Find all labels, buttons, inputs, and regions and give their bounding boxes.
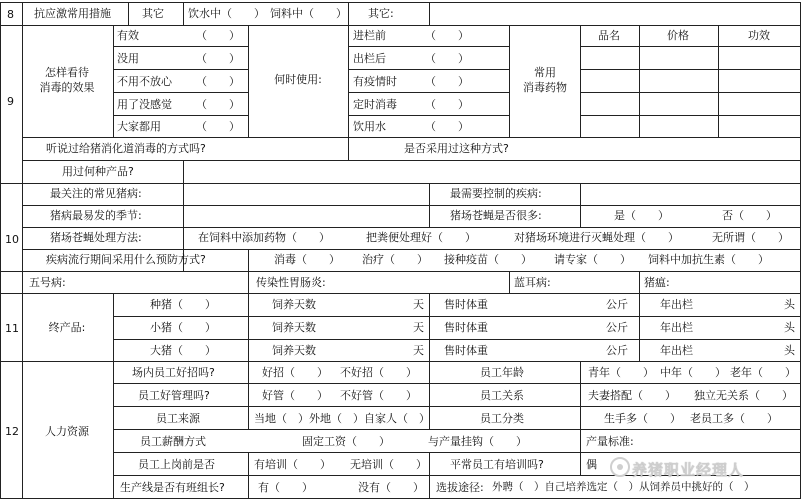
concern-disease-label: 最关注的常见猪病: (50, 187, 142, 200)
salary-label: 员工薪酬方式 (140, 435, 206, 448)
flies-yes-option[interactable]: 是（ ） (614, 209, 669, 222)
training-option[interactable]: 有培训（ ） (254, 458, 331, 471)
salary-option[interactable]: 固定工资（ ） (302, 435, 390, 448)
employee-relation-label: 员工关系 (480, 389, 524, 402)
hr-label: 人力资源 (45, 425, 89, 438)
prevent-option[interactable]: 饲料中加抗生素（ ） (648, 253, 769, 266)
training-question: 员工上岗前是否 (138, 458, 215, 471)
when-use-label: 何时使用: (274, 73, 322, 86)
yearly-output-label: 年出栏 (660, 344, 693, 357)
prevent-option[interactable]: 请专家（ ） (554, 253, 631, 266)
row8-other-label: 其它 (142, 7, 164, 20)
wechat-logo-icon (610, 457, 630, 477)
common-drugs-line1: 常用 (534, 66, 556, 79)
column-header-effect: 功效 (748, 29, 770, 42)
source-options[interactable]: 当地（ ）外地（ ）自家人（ ） (254, 412, 430, 425)
effect-checkbox[interactable]: （ ） (196, 52, 240, 65)
row-number: 9 (7, 95, 14, 108)
selection-options[interactable]: 外聘（ ）自己培养选定（ ）从饲养员中挑好的（ ） (492, 481, 755, 493)
row8-title: 抗应激常用措施 (34, 7, 111, 20)
team-leader-option[interactable]: 有（ ） (258, 481, 313, 494)
time-option-label: 进栏前 (353, 29, 386, 42)
relation-option[interactable]: 独立无关系（ ） (694, 389, 793, 402)
column-header-name: 品名 (598, 29, 620, 42)
employee-source-label: 员工来源 (156, 412, 200, 425)
effect-question-line2: 消毒的效果 (39, 81, 95, 94)
employee-category-label: 员工分类 (480, 412, 524, 425)
effect-option-label: 用了没感觉 (117, 98, 172, 111)
effect-checkbox[interactable]: （ ） (196, 98, 240, 111)
effect-option-label: 不用不放心 (117, 75, 172, 88)
sale-weight-label: 售时体重 (444, 298, 488, 311)
time-checkbox[interactable]: （ ） (425, 52, 469, 65)
fly-method-option[interactable]: 把粪便处理好（ ） (366, 231, 476, 244)
kg-unit: 公斤 (606, 298, 628, 311)
raising-days-label: 饲养天数 (272, 344, 316, 357)
effect-checkbox[interactable]: （ ） (196, 120, 240, 133)
flies-many-label: 猪场苍蝇是否很多: (450, 209, 542, 222)
disease-csf-label: 猪瘟: (644, 276, 670, 289)
time-option-label: 饮用水 (353, 120, 386, 133)
yearly-output-label: 年出栏 (660, 298, 693, 311)
hire-option[interactable]: 好招（ ） (262, 366, 328, 379)
time-checkbox[interactable]: （ ） (425, 120, 469, 133)
row-number: 10 (5, 233, 19, 246)
sale-weight-label: 售时体重 (444, 321, 488, 334)
yearly-output-label: 年出栏 (660, 321, 693, 334)
day-unit: 天 (413, 344, 424, 357)
flies-no-option[interactable]: 否（ ） (722, 209, 777, 222)
control-disease-label: 最需要控制的疾病: (450, 187, 542, 200)
manage-option[interactable]: 不好管（ ） (340, 389, 417, 402)
heard-question: 听说过给猪消化道消毒的方式吗? (46, 142, 206, 155)
day-unit: 天 (413, 298, 424, 311)
head-unit: 头 (784, 344, 795, 357)
training-option[interactable]: 无培训（ ） (350, 458, 427, 471)
row-number: 12 (5, 425, 19, 438)
pig-type-option[interactable]: 种猪（ ） (150, 298, 216, 311)
category-option[interactable]: 生手多（ ） (604, 412, 681, 425)
category-option[interactable]: 老员工多（ ） (690, 412, 778, 425)
prevent-option[interactable]: 接种疫苗（ ） (444, 253, 532, 266)
employee-age-label: 员工年龄 (480, 366, 524, 379)
effect-option-label: 大家都用 (117, 120, 161, 133)
fly-method-option[interactable]: 在饲料中添加药物（ ） (198, 231, 330, 244)
fly-method-label: 猪场苍蝇处理方法: (50, 231, 142, 244)
effect-question-line1: 怎样看待 (45, 66, 89, 79)
effect-option-label: 没用 (117, 52, 139, 65)
prevent-option[interactable]: 消毒（ ） (274, 253, 340, 266)
time-option-label: 定时消毒 (353, 98, 397, 111)
kg-unit: 公斤 (606, 321, 628, 334)
relation-option[interactable]: 夫妻搭配（ ） (588, 389, 676, 402)
row8-feed-option[interactable]: 饲料中（ ） (270, 7, 347, 20)
prevent-option[interactable]: 治疗（ ） (362, 253, 428, 266)
disease-fmd-label: 五号病: (29, 276, 66, 289)
kg-unit: 公斤 (606, 344, 628, 357)
time-checkbox[interactable]: （ ） (425, 98, 469, 111)
team-leader-question: 生产线是否有班组长? (120, 481, 225, 494)
disease-prrs-label: 蓝耳病: (514, 276, 551, 289)
salary-option[interactable]: 与产量挂钩（ ） (428, 435, 527, 448)
selection-label: 选拔途径: (436, 481, 484, 494)
head-unit: 头 (784, 298, 795, 311)
fly-method-option[interactable]: 对猪场环境进行灭蝇处理（ ） (514, 231, 679, 244)
end-product-label: 终产品: (48, 321, 86, 334)
raising-days-label: 饲养天数 (272, 298, 316, 311)
fly-method-option[interactable]: 无所谓（ ） (712, 231, 789, 244)
raising-days-label: 饲养天数 (272, 321, 316, 334)
time-checkbox[interactable]: （ ） (425, 29, 469, 42)
head-unit: 头 (784, 321, 795, 334)
row-number: 11 (5, 322, 19, 335)
age-option[interactable]: 中年（ ） (660, 366, 726, 379)
time-option-label: 有疫情时 (353, 75, 397, 88)
adopted-question: 是否采用过这种方式? (404, 142, 509, 155)
used-product-question: 用过何种产品? (62, 165, 134, 178)
day-unit: 天 (413, 321, 424, 334)
effect-option-label: 有效 (117, 29, 139, 42)
usual-training-question: 平常员工有培训吗? (450, 458, 544, 471)
disease-tge-label: 传染性胃肠炎: (256, 276, 326, 289)
manage-question: 员工好管理吗? (138, 389, 210, 402)
row8-water-option[interactable]: 饮水中（ ） (188, 7, 265, 20)
effect-checkbox[interactable]: （ ） (196, 75, 240, 88)
age-option[interactable]: 青年（ ） (588, 366, 654, 379)
watermark (606, 455, 796, 481)
hire-question: 场内员工好招吗? (132, 366, 215, 379)
pig-type-option[interactable]: 小猪（ ） (150, 321, 216, 334)
row-number: 8 (7, 8, 14, 21)
output-standard-label: 产量标准: (586, 435, 634, 448)
row8-other-field[interactable]: 其它: (368, 7, 394, 20)
prevent-label: 疾病流行期间采用什么预防方式? (46, 253, 206, 266)
pig-type-option[interactable]: 大猪（ ） (150, 344, 216, 357)
column-header-price: 价格 (667, 29, 689, 42)
watermark-text: 养猪职业经理人 (632, 461, 745, 479)
age-option[interactable]: 老年（ ） (730, 366, 796, 379)
hire-option[interactable]: 不好招（ ） (340, 366, 417, 379)
effect-checkbox[interactable]: （ ） (196, 29, 240, 42)
time-checkbox[interactable]: （ ） (425, 75, 469, 88)
season-label: 猪病最易发的季节: (50, 209, 142, 222)
manage-option[interactable]: 好管（ ） (262, 389, 328, 402)
sale-weight-label: 售时体重 (444, 344, 488, 357)
time-option-label: 出栏后 (353, 52, 386, 65)
team-leader-option[interactable]: 没有（ ） (358, 481, 424, 494)
occasional-option[interactable]: 偶 (586, 458, 597, 471)
common-drugs-line2: 消毒药物 (523, 81, 567, 94)
